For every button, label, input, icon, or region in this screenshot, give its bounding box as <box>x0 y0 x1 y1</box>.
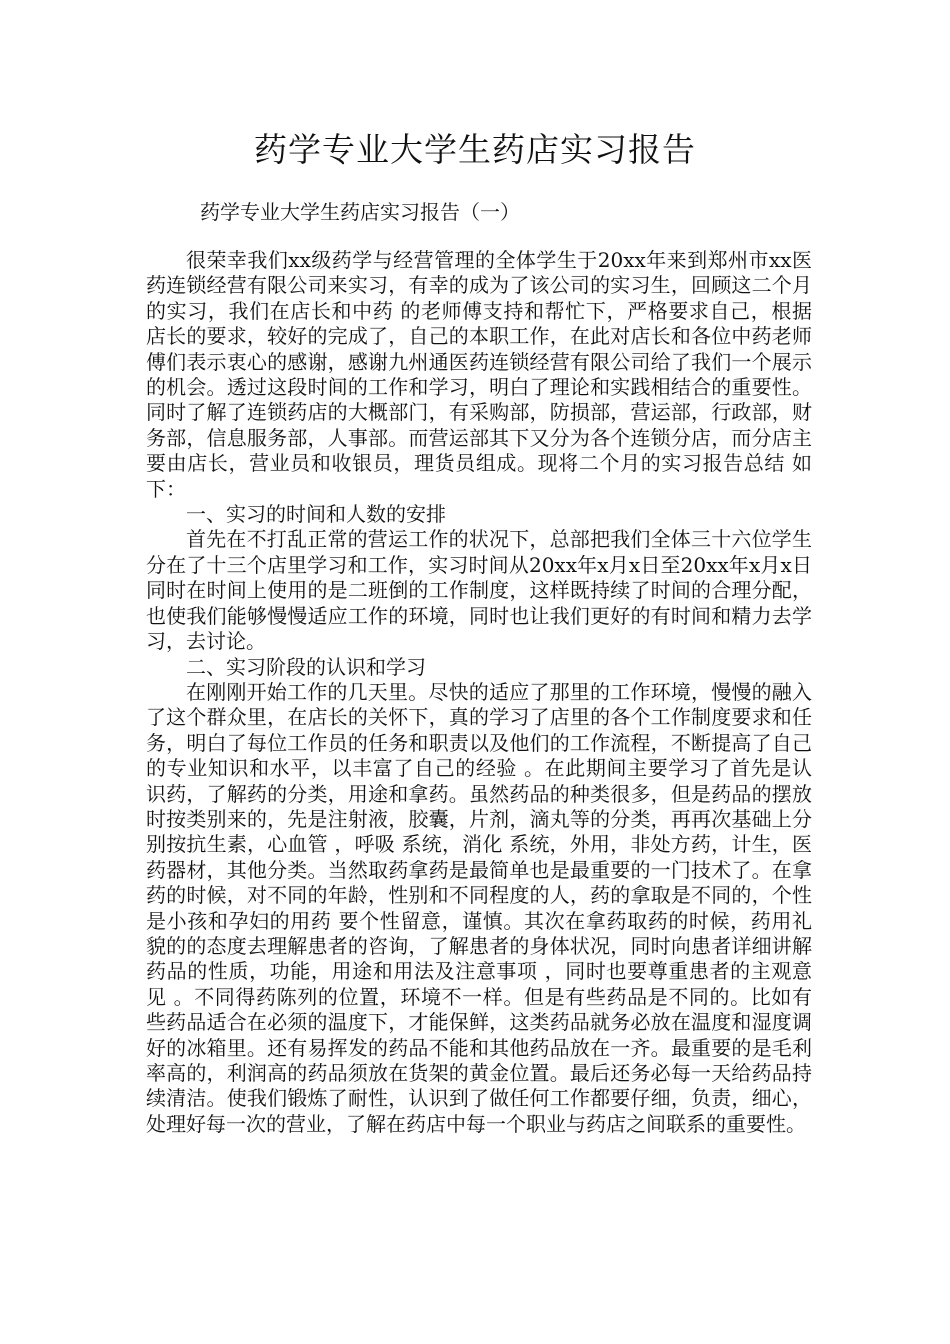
section-2-paragraph: 在刚刚开始工作的几天里。尽快的适应了那里的工作环境，慢慢的融入了这个群众里，在店长的关怀下，真的学习了店里的各个工作制度要求和任务，明白了每位工作员的任务和职责以及他们的工作流程，不断提高了自己的专业知识和水平，以丰富了自己的经验 。在此期间主要学习了首先是认识药，了解药的分类，用途和拿药。虽然药品的种类很多，但是药品的摆放时按类别来的，先是注射液，胶囊，片剂，滴丸等的分类，再再次基础上分别按抗生素，心血管 ，呼吸 系统，消化 系统，外用，非处方药，计生，医药器材，其他分类。当然取药拿药是最简单也是最重要的一门技术了。在拿药的时候，对不同的年龄，性别和不同程度的人，药的拿取是不同的，个性是小孩和孕妇的用药 要个性留意，谨慎。其次在拿药取药的时候，药用礼貌的的态度去理解患者的咨询，了解患者的身体状况，同时向患者详细讲解药品的性质，功能，用途和用法及注意事项 ，同时也要尊重患者的主观意见 。不同得药陈列的位置，环境不一样。但是有些药品是不同的。比如有些药品适合在必须的温度下，才能保鲜，这类药品就务必放在温度和湿度调好的冰箱里。还有易挥发的药品不能和其他药品放在一齐。最重要的是毛利率高的，利润高的药品须放在货架的黄金位置。最后还务必每一天给药品持续清洁。使我们锻炼了耐性，认识到了做任何工作都要仔细，负责，细心，处理好每一次的营业，了解在药店中每一个职业与药店之间联系的重要性。 <box>146 679 812 1136</box>
section-subtitle: 药学专业大学生药店实习报告（一） <box>200 200 520 224</box>
section-1-paragraph: 首先在不打乱正常的营运工作的状况下，总部把我们全体三十六位学生分在了十三个店里学习和工作，实习时间从20xx年x月x日至20xx年x月x日同时在时间上使用的是二班倒的工作制度，这样既持续了时间的合理分配，也使我们能够慢慢适应工作的环境，同时也让我们更好的有时间和精力去学习，去讨论。 <box>146 527 812 654</box>
document-title: 药学专业大学生药店实习报告 <box>254 130 696 169</box>
intro-paragraph: 很荣幸我们xx级药学与经营管理的全体学生于20xx年来到郑州市xx医药连锁经营有限公司来实习，有幸的成为了该公司的实习生，回顾这二个月的实习，我们在店长和中药 的老师傅支持和帮忙下，严格要求自己，根据店长的要求，较好的完成了，自己的本职工作，在此对店长和各位中药老师傅们表示衷心的感谢，感谢九州通医药连锁经营有限公司给了我们一个展示的机会。透过这段时间的工作和学习，明白了理论和实践相结合的重要性。同时了解了连锁药店的大概部门，有采购部，防损部，营运部，行政部，财务部，信息服务部，人事部。而营运部其下又分为各个连锁分店，而分店主要由店长，营业员和收银员，理货员组成。现将二个月的实习报告总结 如下： <box>146 248 812 501</box>
section-heading-1: 一、实习的时间和人数的安排 <box>186 502 446 527</box>
section-heading-2: 二、实习阶段的认识和学习 <box>186 654 426 679</box>
document-body <box>146 248 812 1137</box>
